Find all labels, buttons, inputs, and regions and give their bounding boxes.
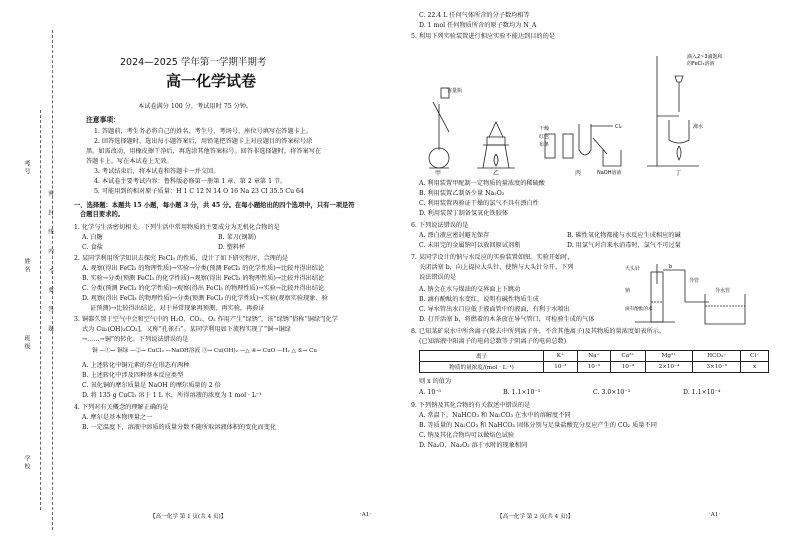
q3-stem-2: 式为 Cu₂(OH)₂CO₃]，又称“孔雀石”。某同学利用如下流程实现了“铜→铜绿 [82, 326, 291, 333]
table-header-cell: Na⁺ [577, 351, 611, 362]
margin-label-kaohao: 考号 [23, 160, 30, 176]
q3-stem-3: →……→铜”的转化。下列说法错误的是 [82, 336, 189, 343]
q3-option-a: A. 上述转化中铜元素的存在形态有两种 [82, 362, 190, 369]
table-row [420, 351, 769, 362]
table-cell: 10⁻⁴ [611, 362, 645, 373]
label-jia: 甲 [435, 170, 442, 177]
label-water-tube: 导水管 [715, 288, 731, 294]
page-title: 高一化学试卷 [166, 72, 257, 90]
page-2-code: ·A1· [709, 512, 721, 518]
section-1-heading: 一、选择题：本题共 15 小题，每小题 3 分，共 45 分。在每小题给出的四个选项中，只有一项是符 [74, 202, 355, 209]
label-yi: 乙 [493, 170, 500, 177]
note-3: 3. 考试结束后，将本试卷和答题卡一并交回。 [94, 168, 220, 175]
page-1-footer: 【高一化学 第 1 页(共 4 页)】 [150, 514, 227, 520]
label-gas-tube: 导管 [689, 278, 700, 284]
note-2b: 黑。如需改动，用橡皮擦干净后，再选涂其他答案标号。回答非选择题时，将答案写在 [86, 148, 322, 155]
q1-option-c: C. 食盐 [82, 244, 103, 251]
q9-option-b: B. 等质量的 Na₂CO₃ 和 NaHCO₃ 固体分别与足量盐酸充分反应产生的 CO₂ 质量不同 [419, 422, 657, 429]
table-cell: x [741, 362, 769, 373]
note-2c: 答题卡上。写在本试卷上无效。 [86, 158, 173, 165]
q7-option-d: D. 打开活塞 b，将燃着的木条放在导气管口，可检验生成的气体 [419, 316, 595, 323]
q7-option-c: C. 导水管出水口应低于液面管中的液面，有利于水喷出 [419, 306, 570, 313]
q6-option-b: B. 碳性氧化物都能与水反应生成相应的碱 [567, 232, 681, 239]
q2-option-d: D. 观察(得出 FeCl₃ 的物理性质)→分类(预测 FeCl₃ 的化学性质)→实验(观察实验现象、验 [82, 295, 328, 302]
q2-stem: 2. 某同学利用所学知识去探究 FeCl₃ 的性质，设计了如下研究程序，合理的是 [74, 255, 289, 262]
margin-label-name: 姓名 [23, 258, 30, 274]
q7-apparatus-figure [625, 262, 755, 332]
q1-stem: 1. 化学与生活密切相关。下列生活中常用物质的主要成分为无机化合物的是 [74, 224, 280, 231]
q5-apparatus-figure [417, 42, 787, 177]
label-cloth: 布条 [539, 142, 550, 148]
ion-table [419, 350, 769, 373]
q6-option-d: D. 用氯气对自来水消毒时，氯气不可过量 [567, 242, 681, 249]
q8-option-a: A. 10⁻⁵ [419, 389, 442, 396]
q3-option-d: D. 将 135 g CuCl₂ 溶于 1 L 水，所得溶液的浓度为 1 mol · L⁻¹ [82, 392, 262, 399]
label-stopcock-b: b [669, 264, 673, 270]
table-header-cell: Mg²⁺ [645, 351, 693, 362]
q5-stem: 5. 利用下列实验装置进行相应实验不能达到目的的是 [411, 33, 555, 40]
q1-option-b: B. 菜刀(钢制) [218, 234, 257, 241]
table-cell: 10⁻³ [544, 362, 578, 373]
q5-option-b: B. 利用装置乙制备少量 Na₂O₂ [419, 190, 505, 197]
label-drop-1: 滴入2~3滴饱和 [687, 54, 723, 60]
q4-option-d: D. 1 mol 任何物质所含的原子数均为 N_A [419, 22, 537, 29]
q1-option-a: A. 白糖 [82, 234, 103, 241]
notes-heading: 注意事项： [86, 116, 120, 124]
q5-option-c: C. 利用装置丙验证干燥的氯气不具有漂白性 [419, 200, 539, 207]
seal-text: 密 封 线 内 不 要 答 题 [47, 190, 53, 338]
margin-label-class: 班级 [23, 335, 30, 351]
q8-option-b: B. 1.1×10⁻³ [503, 389, 541, 396]
q6-option-c: C. 未用完的金属钠可以放回原试剂瓶 [419, 242, 521, 249]
table-header-cell: Ca²⁺ [611, 351, 645, 362]
label-ding: 丁 [675, 170, 682, 177]
label-dry: 干燥 [539, 126, 550, 132]
table-header-cell: 离子 [420, 351, 544, 362]
q7-stem-2: 关闭活塞 b，向上提拉大头针，使钠与大头针分开。下列 [419, 264, 574, 271]
q8-ask: 则 x 的值为 [419, 378, 452, 385]
q8-stem-1: 8. 已知某矿泉水中所含离子(除去中所列离子外，不含其他离子)及其物质的量浓度如表所示。 [411, 328, 666, 335]
q3-option-c: C. 氧化铜的摩尔质量是 NaOH 的摩尔质量的 2 倍 [82, 382, 221, 389]
q7-stem-3: 说法错误的是 [419, 274, 457, 281]
table-header-cell: HCO₃⁻ [693, 351, 741, 362]
q9-option-c: C. 钠及其化合物均可以做焰色试验 [419, 432, 515, 439]
note-1: 1. 答题前，考生务必将自己的姓名、考生号、考场号、座位号填写在答题卡上。 [94, 128, 313, 135]
q9-stem: 9. 下列钠及其化合物的有关叙述中错误的是 [411, 402, 531, 409]
q8-option-c: C. 3.0×10⁻³ [593, 389, 631, 396]
q5-option-a: A. 利用装置甲配制一定物质的量浓度的稀硫酸 [419, 180, 545, 187]
q5-option-d: D. 利用装置丁制备氢氧化铁胶体 [419, 210, 509, 217]
label-pin: 大头针 [625, 266, 641, 272]
label-cl2: Cl₂ [615, 124, 622, 130]
q2-option-d-cont: 证预测)→比较得出结论，对于异常现象再预测，再实验，再验证 [90, 305, 265, 312]
exam-year: 2024—2025 学年第一学期半期考 [120, 57, 267, 68]
q9-option-a: A. 常温下，NaHCO₃ 和 Na₂CO₃ 在水中的溶解度不同 [419, 412, 571, 419]
q3-stem-1: 3. 铜器久置于空气中会和空气中的 H₂O、CO₂、O₂ 作用产生“绿锈”，该“绿锈”俗称“铜绿”[化学 [74, 316, 338, 323]
table-cell: 10⁻³ [577, 362, 611, 373]
fill-line [40, 110, 41, 510]
q2-option-c: C. 分类(预测 FeCl₃ 的化学性质)→观察(得出 FeCl₃ 的物理性质)→实验→比较并得出结论 [82, 285, 325, 292]
label-phenol-water: 滴有酚酞的水 [625, 307, 653, 312]
exam-meta: 本试卷满分 100 分，考试用时 75 分钟。 [138, 103, 253, 110]
q6-option-a: A. 漂白液应密封避光保存 [419, 232, 490, 239]
q6-stem: 6. 下列说法错误的是 [411, 222, 469, 229]
q4-option-c: C. 22.4 L 任何气体所含的分子数均相等 [419, 12, 530, 19]
note-4: 4. 本试卷主要考试内容：鲁科版必修第一册第 1 章、第 2 章第 1 节。 [94, 178, 287, 185]
q2-option-b: B. 实验→分类(预测 FeCl₃ 的化学性质)→观察(得出 FeCl₃ 的物理性质)→比较并得出结论 [82, 275, 325, 282]
q9-option-d: D. Na₂O、Na₂O₂ 溶于水时的现象相同 [419, 442, 528, 449]
label-sodium: 钠 [625, 288, 631, 294]
label-boiling-water: 沸水 [693, 124, 704, 130]
margin-label-school: 学校 [23, 455, 30, 471]
q4-option-b: B. 一定温度下，溶液中溶质的质量分数不随所取溶液体积的变化而变化 [82, 424, 277, 431]
q4-stem: 4. 下列对有关概念的理解正确的是 [74, 404, 169, 411]
q7-option-a: A. 钠会在水与煤油的交界面上下跳动 [419, 286, 521, 293]
label-naoh: NaOH溶液 [597, 170, 622, 176]
label-volumetric-flask: 容量瓶 [447, 88, 463, 94]
section-1-heading-2: 合题目要求的。 [80, 211, 125, 218]
table-header-cell: Cl⁻ [741, 351, 769, 362]
note-2a: 2. 回答选择题时，选出每小题答案后，用铅笔把答题卡上对应题目的答案标号涂 [94, 138, 313, 145]
q1-option-d: D. 塑料杯 [218, 244, 246, 251]
q4-option-a: A. 摩尔是基本物理量之一 [82, 414, 153, 421]
table-cell: 2×10⁻⁴ [645, 362, 693, 373]
q3-scheme: 铜 —①→ 铜绿 —②→ CuCl₂ —NaOH溶液 ③→ Cu(OH)₂ —△ ④→ CuO —H₂ △ ⑤→ Cu [92, 348, 317, 354]
q8-option-d: D. 1.1×10⁻⁴ [683, 389, 721, 396]
page-2 [397, 0, 794, 549]
note-5: 5. 可能用到的相对原子质量：H 1 C 12 N 14 O 16 Na 23 Cl 35.5 Cu 64 [94, 188, 304, 195]
table-row-label: 物质的量浓度/(mol · L⁻¹) [420, 362, 544, 373]
table-header-cell: K⁺ [544, 351, 578, 362]
q7-option-b: B. 滴有酚酞的水变红，说明有碱性物质生成 [419, 296, 539, 303]
q7-stem-1: 7. 某同学设计的钠与水反应的实验装置如图。实验开始时， [411, 254, 574, 261]
q8-stem-2: (已知溶液中阳离子的电荷总数等于阴离子的电荷总数) [419, 338, 567, 345]
label-bing: 丙 [575, 170, 582, 177]
table-cell: 3×10⁻³ [693, 362, 741, 373]
page-1-code: ·A1· [360, 512, 372, 518]
q2-option-a: A. 观察(得出 FeCl₃ 的物理性质)→实验→分类(预测 FeCl₃ 的化学性质)→比较并得出结论 [82, 265, 325, 272]
page-2-footer: 【高一化学 第 2 页(共 4 页)】 [497, 514, 574, 520]
q3-option-b: B. 上述转化中涉及四种基本反应类型 [82, 372, 184, 379]
label-red: 红色 [539, 134, 550, 140]
table-row [420, 362, 769, 373]
label-drop-2: 的FeCl₃溶液 [687, 61, 715, 67]
